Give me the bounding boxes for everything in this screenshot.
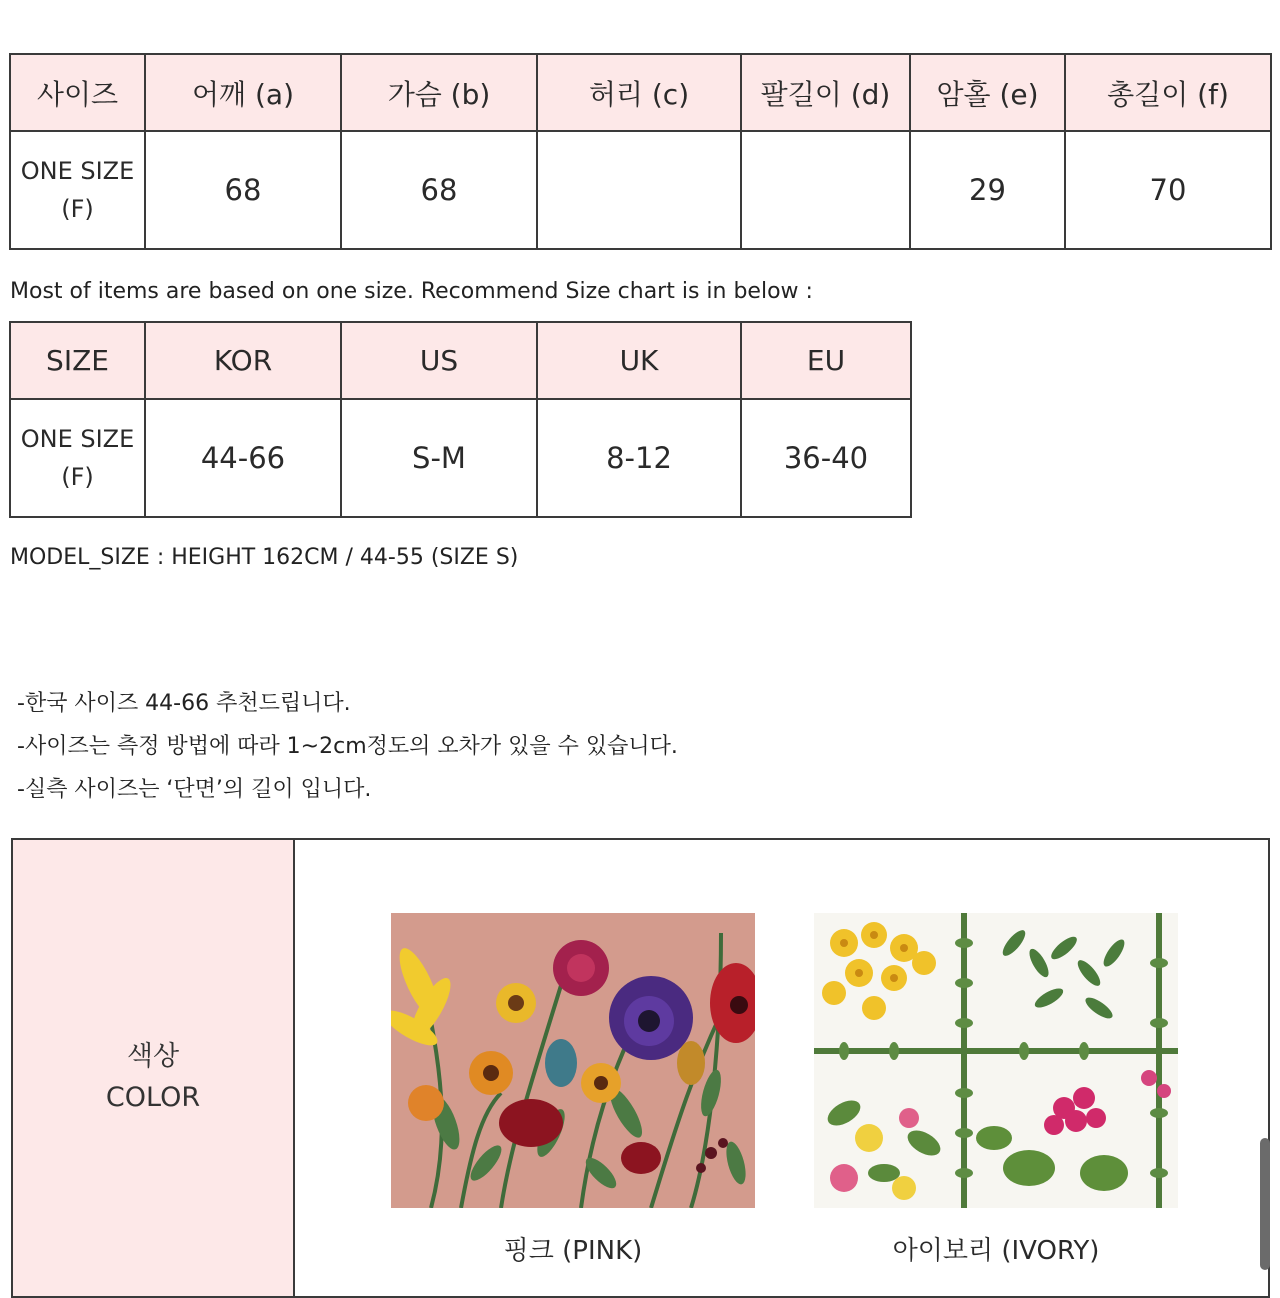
value-chest: 68 [341,131,537,249]
header-waist: 허리 (c) [537,54,741,131]
note-line: -한국 사이즈 44-66 추천드립니다. [17,691,351,716]
floral-pink-fabric-image[interactable] [391,913,755,1208]
size-measurement-table [9,53,1272,250]
value-waist [537,131,741,249]
recommend-note: Most of items are based on one size. Recommend Size chart is in below : [10,279,813,304]
header-armhole: 암홀 (e) [910,54,1065,131]
value-kor: 44-66 [145,399,341,517]
size-notes [17,682,678,811]
color-section [11,838,1270,1298]
color-label-cell [13,840,295,1296]
color-label [13,1036,293,1118]
note-line: -사이즈는 측정 방법에 따라 1~2cm정도의 오차가 있을 수 있습니다. [17,734,678,759]
header-chest: 가슴 (b) [341,54,537,131]
size-conversion-table [9,321,912,518]
header-size-label: SIZE [10,322,145,399]
pink-floral-pattern [391,913,755,1208]
size-label-line2: (F) [61,195,94,223]
size-table-header-row [10,54,1271,131]
color-label-korean: 색상 [126,1041,180,1072]
header-shoulder: 어깨 (a) [145,54,341,131]
swatch-caption-ivory: 아이보리 (IVORY) [892,1236,1100,1266]
header-size: 사이즈 [10,54,145,131]
header-uk: UK [537,322,741,399]
size-table-row [10,131,1271,249]
conversion-header-row [10,322,911,399]
floral-ivory-fabric-image[interactable] [814,913,1178,1208]
conversion-label-cell [10,399,145,517]
value-sleeve-length [741,131,910,249]
size-label-cell [10,131,145,249]
conversion-row [10,399,911,517]
header-us: US [341,322,537,399]
ivory-floral-pattern [814,913,1178,1208]
size-label-line1: ONE SIZE [20,157,135,185]
model-size-text: MODEL_SIZE : HEIGHT 162CM / 44-55 (SIZE S) [10,545,519,570]
color-label-english: COLOR [105,1082,201,1113]
value-eu: 36-40 [741,399,911,517]
header-total-length: 총길이 (f) [1065,54,1271,131]
note-line: -실측 사이즈는 ‘단면’의 길이 입니다. [17,777,372,802]
conversion-label-line1: ONE SIZE [20,425,135,453]
swatch-caption-pink: 핑크 (PINK) [503,1236,643,1266]
scrollbar-thumb[interactable] [1260,1138,1270,1270]
value-us: S-M [341,399,537,517]
header-kor: KOR [145,322,341,399]
value-armhole: 29 [910,131,1065,249]
conversion-label-line2: (F) [61,463,94,491]
value-total-length: 70 [1065,131,1271,249]
header-sleeve-length: 팔길이 (d) [741,54,910,131]
value-shoulder: 68 [145,131,341,249]
value-uk: 8-12 [537,399,741,517]
header-eu: EU [741,322,911,399]
